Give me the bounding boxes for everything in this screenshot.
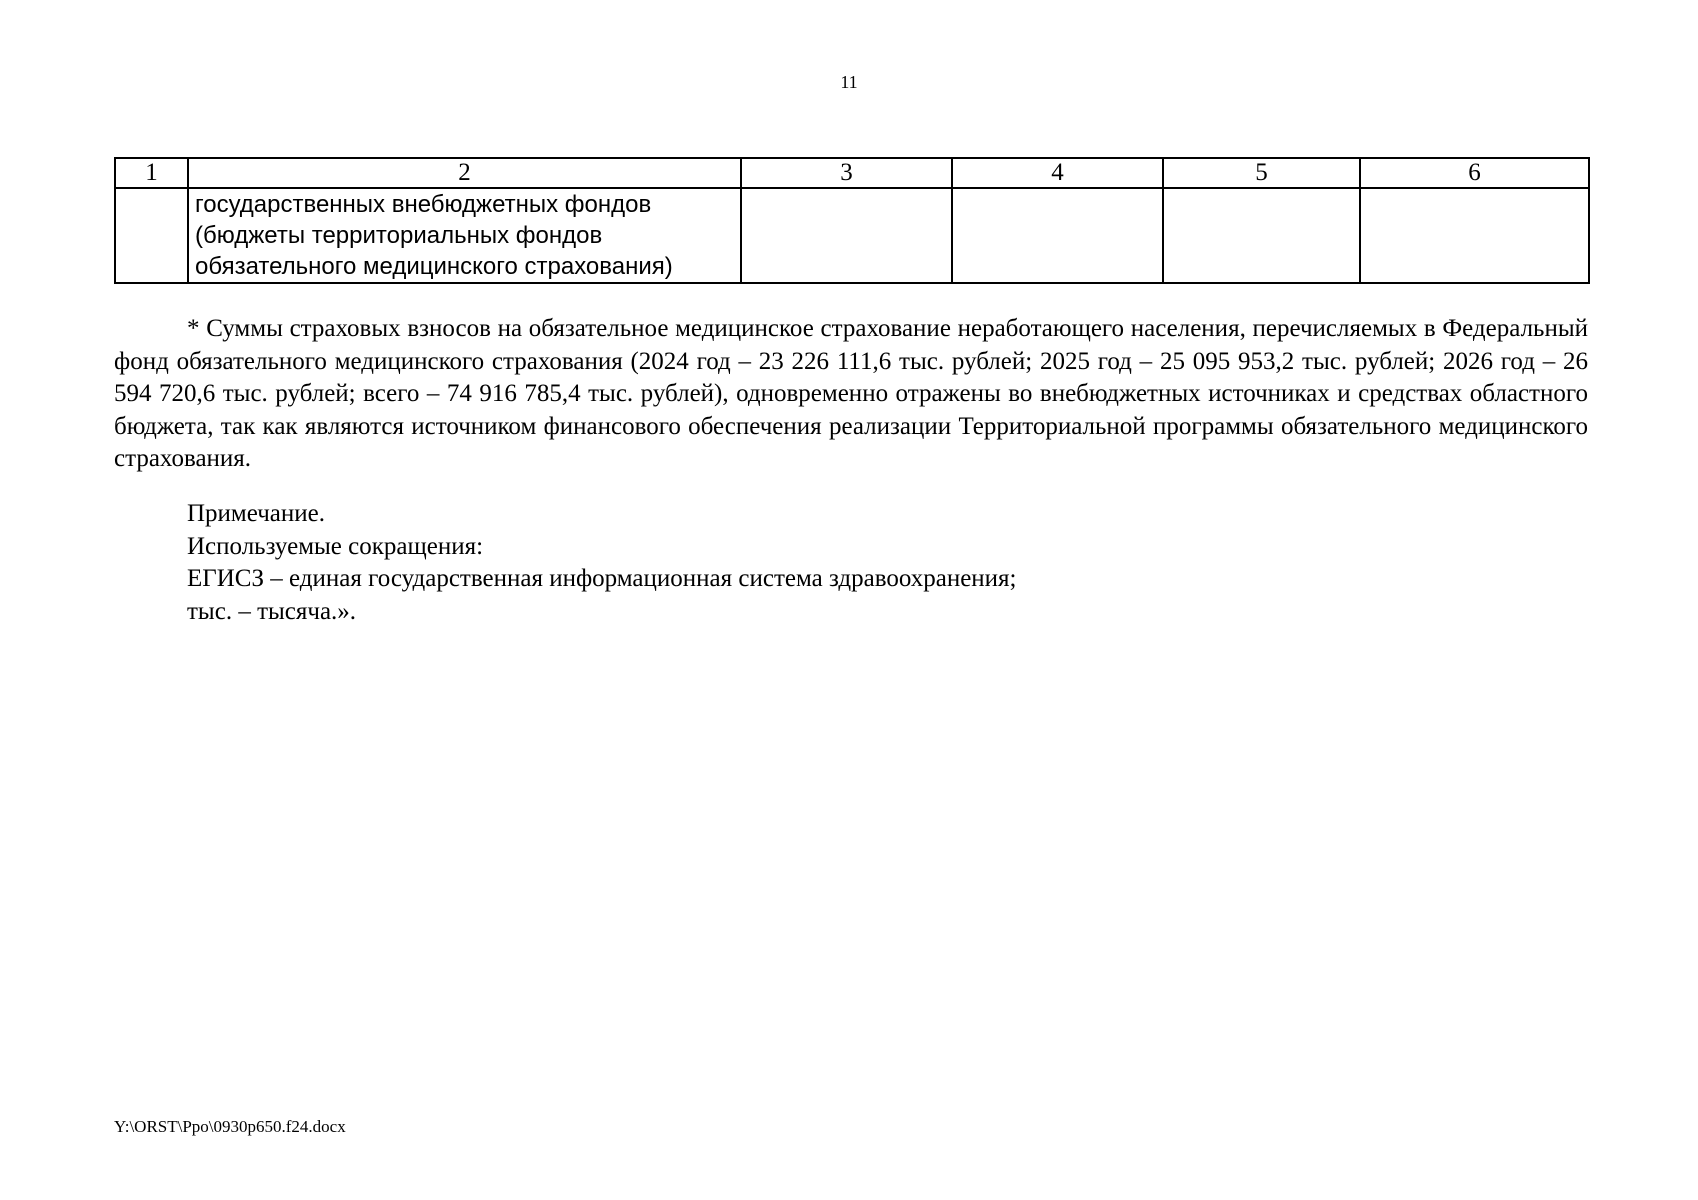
table-cell-5 bbox=[1163, 188, 1360, 283]
notes-title: Примечание. bbox=[187, 500, 326, 527]
table-cell-4 bbox=[952, 188, 1163, 283]
notes-section bbox=[187, 498, 1487, 628]
table-cell-2 bbox=[188, 188, 741, 283]
column-number-1: 1 bbox=[115, 158, 188, 188]
table-header-row bbox=[115, 158, 1589, 188]
table-cell-3 bbox=[741, 188, 952, 283]
abbreviation-item: ЕГИСЗ – единая государственная информационная система здравоохранения; bbox=[187, 565, 1017, 592]
column-number-5: 5 bbox=[1163, 158, 1360, 188]
page-number: 11 bbox=[840, 72, 858, 92]
table-cell-1 bbox=[115, 188, 188, 283]
column-number-2: 2 bbox=[188, 158, 741, 188]
abbreviations-heading: Используемые сокращения: bbox=[187, 532, 484, 560]
budget-table bbox=[114, 157, 1590, 284]
column-number-3: 3 bbox=[741, 158, 952, 188]
file-path: Y:\ORST\Ppo\0930p650.f24.docx bbox=[114, 1117, 346, 1136]
column-number-6: 6 bbox=[1360, 158, 1589, 188]
column-number-4: 4 bbox=[952, 158, 1163, 188]
footnote-paragraph: * Суммы страховых взносов на обязательное медицинское страхование неработающего населения, перечисляемых в Федеральный фонд обязательного медицинского страхования (2024 год – 23 226 111,6 тыс. рублей; 2025 год – 25 095 953,2 тыс. рублей; 2026 год – 26 594 720,6 тыс. рублей; всего – 74 916 785,4 тыс. рублей), одновременно отражены во внебюджетных источниках и средствах областного бюджета, так как являются источником финансового обеспечения реализации Территориальной программы обязательного медицинского страхования. bbox=[114, 315, 1588, 472]
fund-description: государственных внебюджетных фондов (бюджеты территориальных фондов обязательного медицинского страхования) bbox=[195, 191, 673, 280]
table-row bbox=[115, 188, 1589, 283]
table-cell-6 bbox=[1360, 188, 1589, 283]
abbreviation-item: тыс. – тысяча.». bbox=[187, 597, 357, 625]
